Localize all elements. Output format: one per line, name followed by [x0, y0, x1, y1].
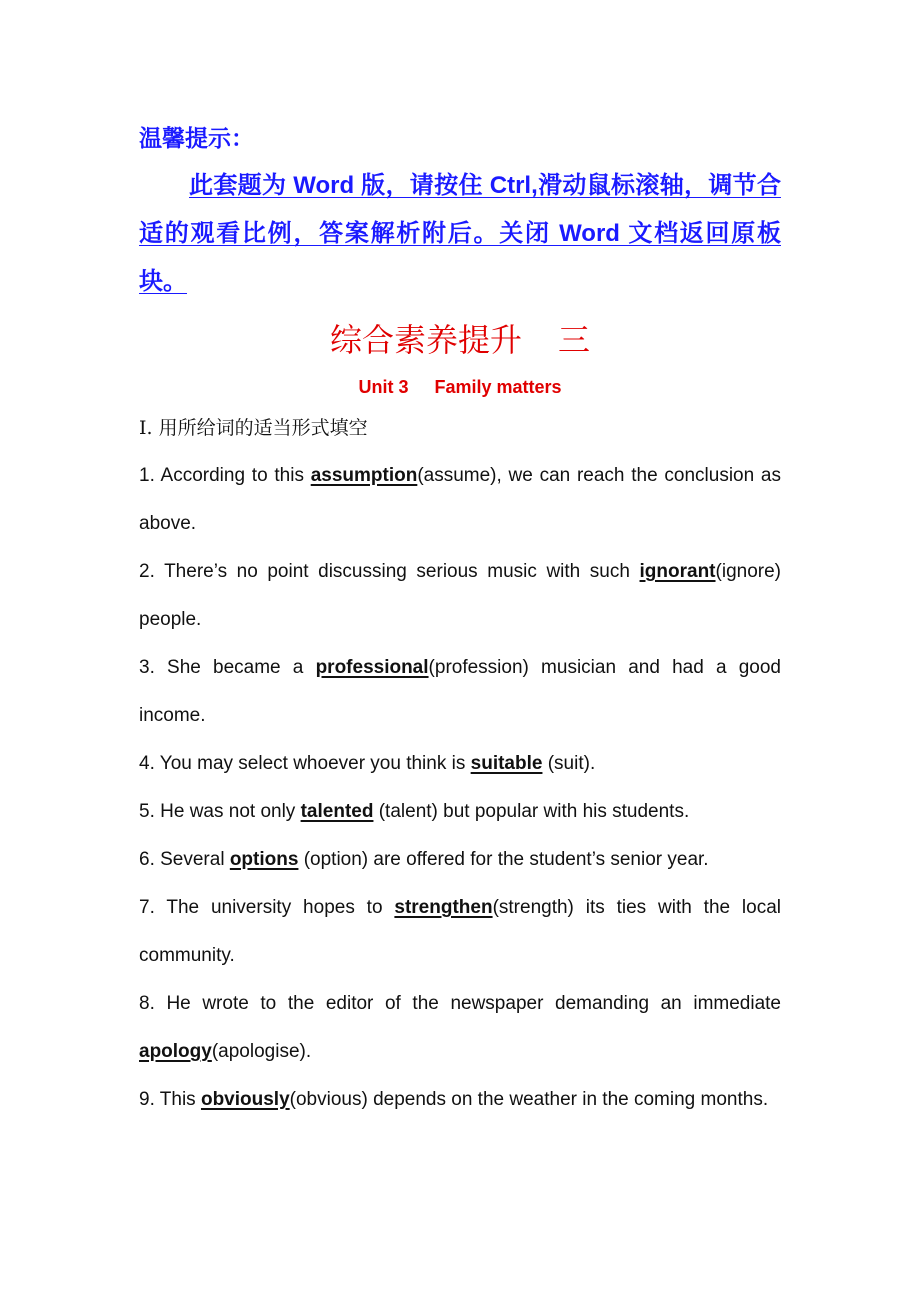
exercise-item — [139, 452, 781, 548]
exercise-answer: assumption — [310, 465, 418, 486]
unit-subtitle — [139, 370, 781, 404]
exercise-before: 8. He wrote to the editor of the newspaper demanding an immediate — [139, 993, 781, 1014]
exercise-before: 4. You may select whoever you think is — [139, 753, 471, 774]
exercise-after: (talent) but popular with his students. — [373, 801, 690, 822]
exercise-before: 1. According to this — [139, 465, 311, 486]
exercise-after: (assume), we can reach the conclusion as above. — [139, 465, 781, 534]
exercise-before: 7. The university hopes to — [139, 897, 395, 918]
section-heading: Ⅰ. 用所给词的适当形式填空 — [139, 417, 368, 439]
exercise-item — [139, 740, 781, 788]
exercise-answer: professional — [315, 657, 429, 678]
exercise-before: 3. She became a — [139, 657, 316, 678]
exercise-item — [139, 548, 781, 644]
exercise-before: 5. He was not only — [139, 801, 301, 822]
document-title — [139, 310, 781, 370]
exercise-answer: obviously — [200, 1089, 290, 1110]
exercise-after: (profession) musician and had a good income. — [139, 657, 781, 726]
tip-link[interactable]: 此套题为 Word 版，请按住 Ctrl,滑动鼠标滚轴，调节合适的观看比例，答案解析附后。关闭 Word 文档返回原板块。 — [139, 172, 781, 295]
exercise-before: 6. Several — [139, 849, 230, 870]
exercise-after: (obvious) depends on the weather in the coming months. — [289, 1089, 769, 1110]
exercise-answer: talented — [300, 801, 374, 822]
exercise-answer: options — [229, 849, 299, 870]
exercise-after: (option) are offered for the student’s senior year. — [298, 849, 709, 870]
exercise-after: (ignore) people. — [139, 561, 781, 630]
title-main: 综合素养提升 — [329, 321, 522, 359]
document-page — [139, 116, 781, 1124]
exercise-answer: apology — [139, 1041, 212, 1062]
exercise-after: (apologise). — [211, 1041, 312, 1062]
exercise-after: (suit). — [542, 753, 596, 774]
tip-title: 温馨提示： — [139, 125, 254, 151]
exercise-after: (strength) its ties with the local community. — [139, 897, 782, 966]
exercise-answer: ignorant — [639, 561, 716, 582]
exercise-answer: suitable — [470, 753, 543, 774]
exercise-before: 2. There’s no point discussing serious music with such — [139, 561, 640, 582]
exercise-before: 9. This — [139, 1089, 201, 1110]
title-number: 三 — [558, 321, 591, 359]
exercise-item — [139, 980, 781, 1076]
unit-topic: Family matters — [434, 377, 562, 397]
unit-label: Unit 3 — [358, 377, 409, 397]
exercise-answer: strengthen — [394, 897, 493, 918]
exercise-item — [139, 788, 781, 836]
exercise-item — [139, 836, 781, 884]
exercise-item — [139, 884, 781, 980]
exercise-item — [139, 1076, 781, 1124]
exercise-list — [139, 452, 781, 1124]
exercise-item — [139, 644, 781, 740]
